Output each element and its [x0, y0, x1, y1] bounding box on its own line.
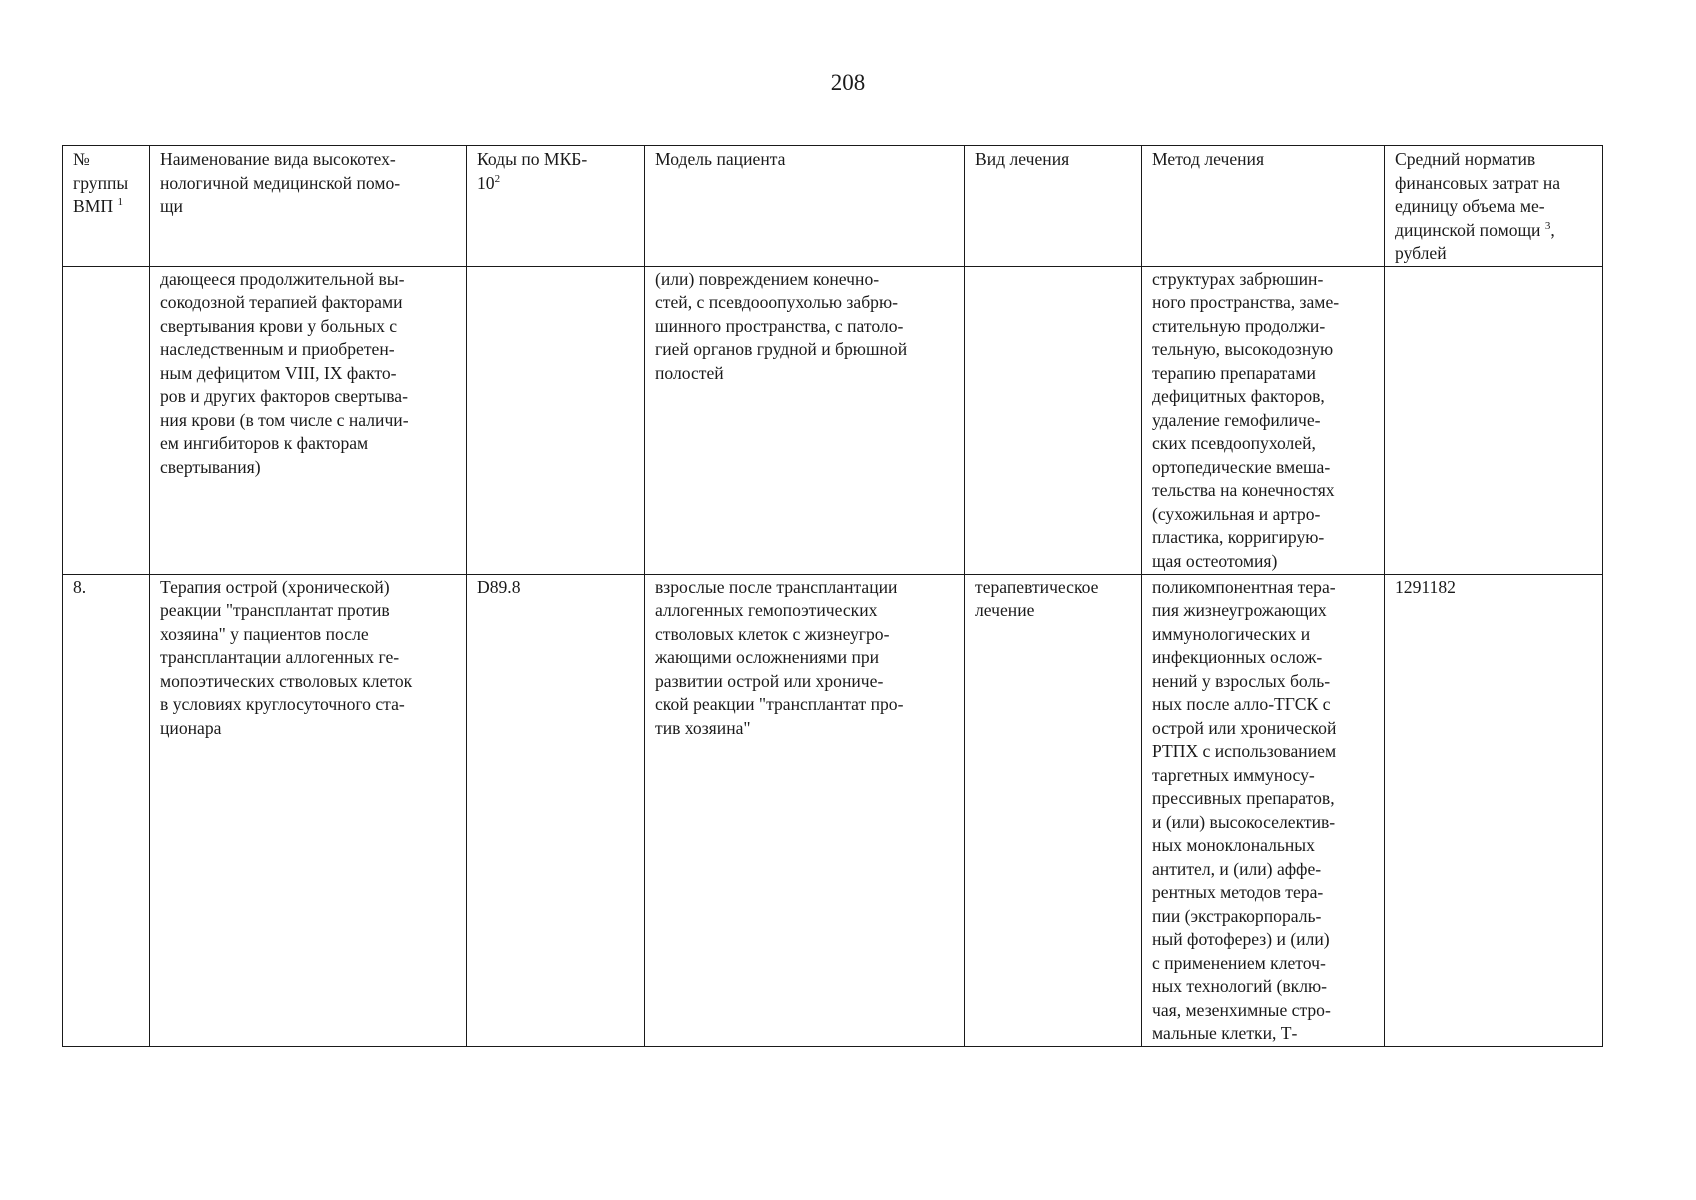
cell-codes	[467, 266, 645, 574]
cell-text-line: взрослые после трансплантации	[655, 576, 898, 597]
cell-text-line: полостей	[655, 362, 724, 383]
cell-text-line: шинного пространства, с патоло-	[655, 315, 904, 336]
cell-text-line: нений у взрослых боль-	[1152, 670, 1331, 691]
cell-text-line: инфекционных ослож-	[1152, 647, 1323, 667]
cell-model	[645, 574, 965, 1046]
cell-text-line: ния крови (в том числе с наличи-	[160, 409, 409, 430]
cell-text-line: поликомпонентная тера-	[1152, 576, 1336, 597]
cell-text-line: и (или) высокоселектив-	[1152, 811, 1336, 832]
header-treatment-type: Вид лечения	[965, 146, 1142, 267]
cell-text-line: аллогенных гемопоэтических	[655, 600, 878, 620]
cell-text-line: трансплантации аллогенных ге-	[160, 647, 400, 667]
cell-text-line: рентных методов тера-	[1152, 882, 1324, 902]
cell-text-line: гией органов грудной и брюшной	[655, 339, 908, 359]
cell-text-line: ем ингибиторов к факторам	[160, 433, 369, 453]
cell-text-line: РТПХ с использованием	[1152, 741, 1337, 761]
page-number: 208	[830, 70, 866, 95]
cell-text-line: стволовых клеток с жизнеугро-	[655, 623, 890, 644]
cell-text-line: развитии острой или хрониче-	[655, 670, 884, 691]
cell-cost	[1385, 574, 1603, 1046]
cell-text-line: структурах забрюшин-	[1152, 268, 1324, 289]
table-header-row	[63, 146, 1603, 267]
cell-text-line: таргетных иммуносу-	[1152, 764, 1315, 785]
cell-text-line: ного пространства, заме-	[1152, 292, 1340, 312]
cell-text-line: мопоэтических стволовых клеток	[160, 670, 413, 691]
cell-text-line: иммунологических и	[1152, 623, 1311, 644]
cell-text-line: щая остеотомия)	[1152, 550, 1278, 571]
cell-text-line: в условиях круглосуточного ста-	[160, 694, 405, 714]
cell-text-line: ров и других факторов свертыва-	[160, 386, 408, 406]
cell-text-line: прессивных препаратов,	[1152, 788, 1335, 808]
cell-treatment-type	[965, 266, 1142, 574]
cell-text-line: тив хозяина"	[655, 717, 751, 738]
cell-text-line: ских псевдоопухолей,	[1152, 433, 1316, 453]
cell-text-line: сокодозной терапией факторами	[160, 292, 403, 312]
cell-text-line: хозяина" у пациентов после	[160, 623, 369, 644]
cell-text-line: стительную продолжи-	[1152, 315, 1326, 336]
cell-text-line: тельства на конечностях	[1152, 480, 1335, 500]
cell-group-no	[63, 266, 150, 574]
table-row	[63, 266, 1603, 574]
cell-text-line: антител, и (или) аффе-	[1152, 858, 1322, 879]
header-model: Модель пациента	[645, 146, 965, 267]
cell-text-line: ортопедические вмеша-	[1152, 456, 1331, 477]
cell-text-line: наследственным и приобретен-	[160, 339, 395, 359]
header-cost: Средний норматив финансовых затрат на единицу объема ме- дицинской помощи $^3$, рублей	[1385, 146, 1603, 267]
cell-text-line: чая, мезенхимные стро-	[1152, 999, 1331, 1020]
cell-text-line: стей, с псевдооопухолью забрю-	[655, 292, 898, 312]
cell-method	[1142, 574, 1385, 1046]
cell-text-line: мальные клетки, Т-	[1152, 1023, 1298, 1043]
cell-text-line: Терапия острой (хронической)	[160, 576, 390, 597]
cell-text-line: пия жизнеугрожающих	[1152, 600, 1327, 620]
cell-text-line: лечение	[975, 600, 1035, 620]
cell-text-line: ных после алло-ТГСК с	[1152, 694, 1331, 714]
cell-text-line: дефицитных факторов,	[1152, 386, 1325, 406]
header-codes: Коды по МКБ- $10^2$	[467, 146, 645, 267]
cell-name	[150, 574, 467, 1046]
cell-method	[1142, 266, 1385, 574]
cell-text-line: ный фотоферез) и (или)	[1152, 929, 1330, 949]
cell-text-line: острой или хронической	[1152, 717, 1337, 738]
header-name: Наименование вида высокотех- нологичной медицинской помо- щи	[150, 146, 467, 267]
cell-text-line: свертывания)	[160, 456, 261, 477]
cell-text-line: ных моноклональных	[1152, 835, 1315, 855]
header-method: Метод лечения	[1142, 146, 1385, 267]
header-group-no: № группы ВМП $^1$	[63, 146, 150, 267]
table-row	[63, 574, 1603, 1046]
cell-text-line: ных технологий (вклю-	[1152, 976, 1327, 996]
cell-text-line: (или) повреждением конечно-	[655, 268, 880, 289]
cell-treatment-type	[965, 574, 1142, 1046]
cell-name	[150, 266, 467, 574]
cell-codes	[467, 574, 645, 1046]
cell-text-line: пластика, корригирую-	[1152, 527, 1325, 547]
cell-text-line: дающееся продолжительной вы-	[160, 268, 405, 289]
cell-text-line: (сухожильная и артро-	[1152, 503, 1321, 524]
cell-text-line: ской реакции "трансплантат про-	[655, 694, 904, 714]
cell-model	[645, 266, 965, 574]
cell-text-line: пии (экстракорпораль-	[1152, 905, 1322, 926]
vmp-table	[62, 145, 1603, 1047]
cell-text-line: реакции "трансплантат против	[160, 600, 390, 620]
cell-text-line: жающими осложнениями при	[655, 647, 880, 667]
cell-text-line: 1291182	[1395, 576, 1456, 597]
cell-cost	[1385, 266, 1603, 574]
cell-text-line: удаление гемофиличе-	[1152, 409, 1321, 430]
cell-text-line: ционара	[160, 717, 222, 738]
cell-text-line: терапевтическое	[975, 576, 1099, 597]
cell-text-line: тельную, высокодозную	[1152, 339, 1334, 359]
cell-group-no	[63, 574, 150, 1046]
cell-text-line: свертывания крови у больных с	[160, 315, 398, 336]
cell-text-line: терапию препаратами	[1152, 362, 1316, 383]
cell-text-line: ным дефицитом VIII, IX факто-	[160, 362, 397, 383]
cell-text-line: с применением клеточ-	[1152, 952, 1326, 973]
cell-text-line: 8.	[73, 576, 87, 597]
cell-text-line: D89.8	[477, 576, 521, 597]
